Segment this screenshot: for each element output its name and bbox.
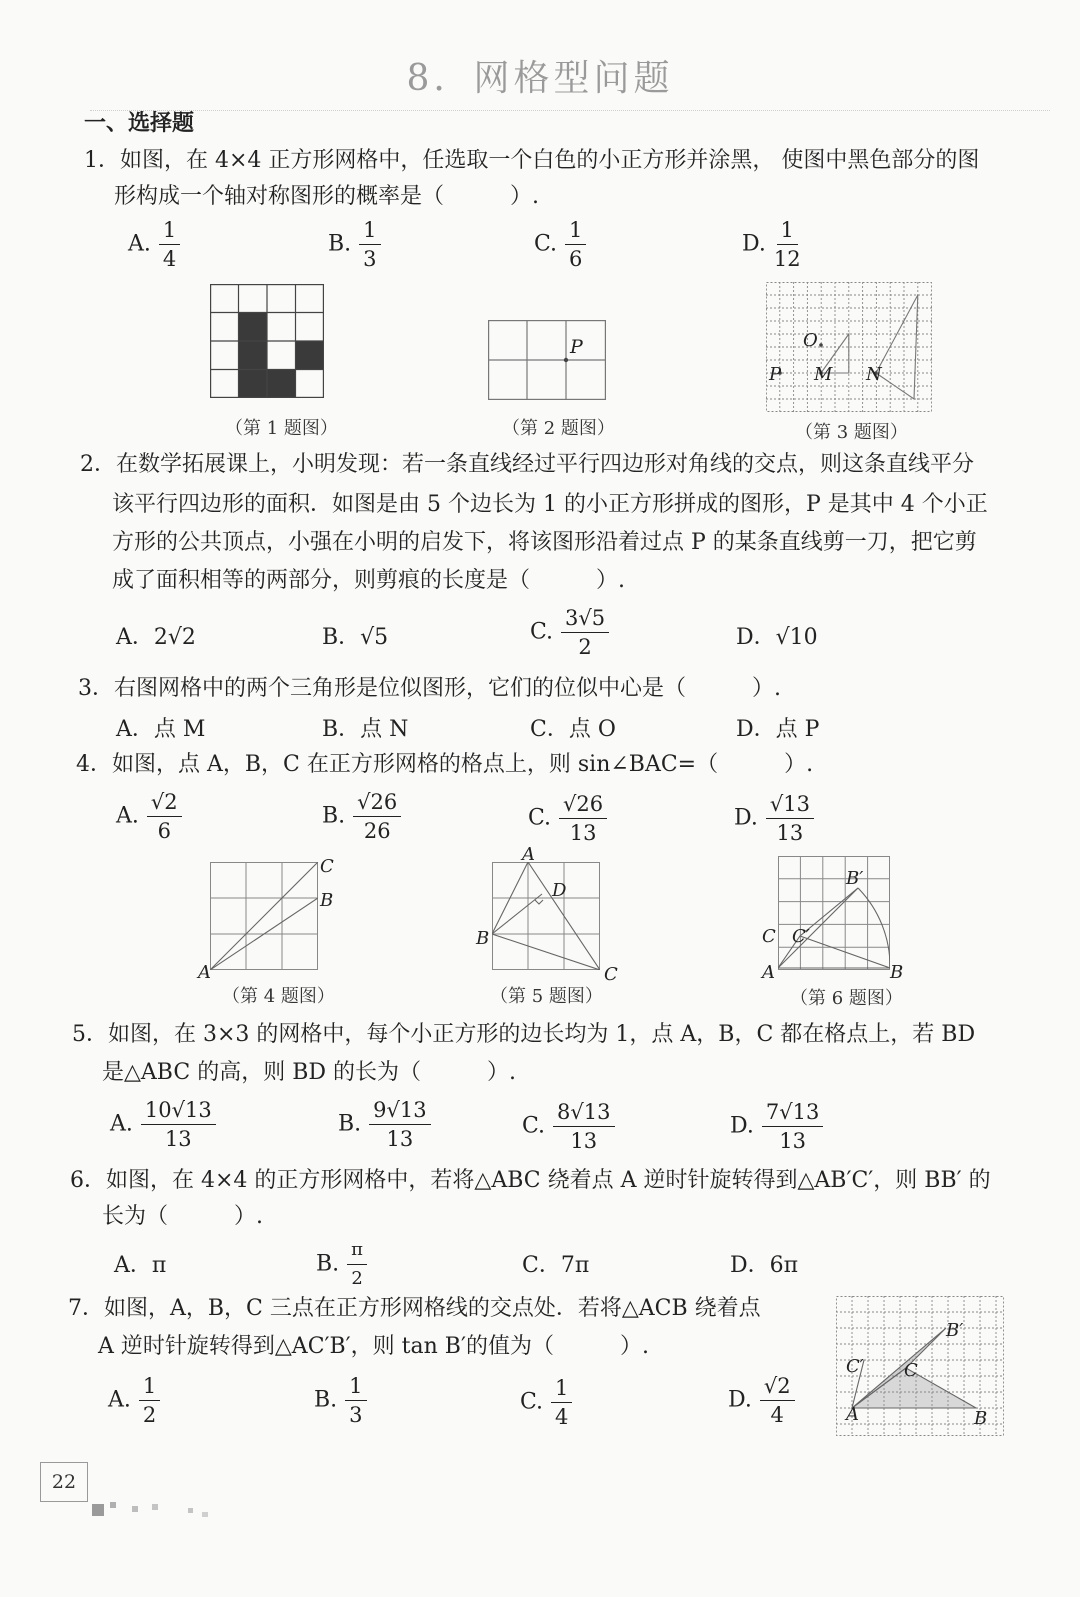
figure-1-caption: （第 1 题图）: [225, 418, 338, 439]
figure-5-label-d: D: [552, 880, 567, 901]
q3-line1: 3．右图网格中的两个三角形是位似图形，它们的位似中心是（ ）.: [78, 676, 781, 701]
q1-option-d[interactable]: D. $\frac{1}{12}$: [742, 218, 801, 271]
footer-decoration: [92, 1500, 232, 1520]
q6-option-c[interactable]: C．7π: [522, 1253, 590, 1278]
figure-7-label-c1: C′: [846, 1356, 864, 1377]
q3-option-a[interactable]: A．点 M: [116, 717, 206, 742]
figure-5-label-a: A: [522, 844, 535, 865]
q3-option-b[interactable]: B．点 N: [322, 717, 409, 742]
q2-line2: 该平行四边形的面积．如图是由 5 个边长为 1 的小正方形拼成的图形，P 是其中 4 个小正: [112, 492, 988, 517]
figure-7-label-c: C: [904, 1360, 918, 1381]
figure-6-label-c: C: [762, 926, 776, 947]
figure-3-label-p: P: [769, 364, 782, 385]
q1-option-a[interactable]: A. $\frac{1}{4}$: [128, 218, 180, 271]
figure-7-label-b1: B′: [946, 1320, 964, 1341]
q1-line1: 1．如图，在 4×4 正方形网格中，任选取一个白色的小正方形并涂黑， 使图中黑色部分的图: [84, 148, 980, 173]
figure-3-caption: （第 3 题图）: [795, 422, 908, 443]
q7-option-d[interactable]: D. $\frac{√2}{4}$: [728, 1374, 795, 1427]
figure-5-label-c: C: [604, 964, 618, 985]
figure-7-label-a: A: [846, 1404, 859, 1425]
q3-option-c[interactable]: C．点 O: [530, 717, 616, 742]
figure-4-label-c: C: [320, 856, 334, 877]
figure-4: [210, 862, 318, 970]
page-number: 22: [40, 1462, 88, 1502]
page-title: 8．网格型问题: [406, 58, 674, 99]
q6-option-b[interactable]: B. $\frac{\pi}{2}$: [316, 1238, 367, 1291]
q5-line1: 5．如图，在 3×3 的网格中，每个小正方形的边长均为 1，点 A，B，C 都在格点上，若 BD: [72, 1022, 976, 1047]
q1-line2: 形构成一个轴对称图形的概率是（ ）.: [114, 184, 539, 209]
q2-line4: 成了面积相等的两部分，则剪痕的长度是（ ）.: [112, 568, 625, 593]
q4-line1: 4．如图，点 A，B，C 在正方形网格的格点上，则 sin∠BAC=（ ）.: [76, 752, 814, 777]
figure-7-label-b: B: [974, 1408, 988, 1429]
q5-option-d[interactable]: D. $\frac{7√13}{13}$: [730, 1100, 823, 1153]
q2-option-a[interactable]: A．2√2: [116, 625, 196, 650]
q1-option-b[interactable]: B. $\frac{1}{3}$: [328, 218, 381, 271]
q4-option-b[interactable]: B. $\frac{√26}{26}$: [322, 790, 401, 843]
q7-line1: 7．如图，A，B，C 三点在正方形网格线的交点处．若将△ACB 绕着点: [68, 1296, 761, 1321]
figure-5-label-b: B: [476, 928, 490, 949]
figure-6-caption: （第 6 题图）: [790, 988, 903, 1009]
figure-4-caption: （第 4 题图）: [222, 986, 335, 1007]
q2-option-d[interactable]: D．√10: [736, 625, 818, 650]
q5-line2: 是△ABC 的高，则 BD 的长为（ ）.: [102, 1060, 516, 1085]
figure-4-label-b: B: [320, 890, 334, 911]
q1-option-c[interactable]: C. $\frac{1}{6}$: [534, 218, 586, 271]
figure-3-label-n: N: [866, 364, 882, 385]
section-heading: 一、选择题: [84, 111, 195, 136]
figure-6: [778, 856, 890, 970]
figure-6-label-a: A: [762, 962, 775, 983]
q7-option-c[interactable]: C. $\frac{1}{4}$: [520, 1376, 572, 1429]
q6-option-d[interactable]: D．6π: [730, 1253, 799, 1278]
figure-3: [766, 282, 932, 412]
q5-option-b[interactable]: B. $\frac{9√13}{13}$: [338, 1098, 431, 1151]
figure-2: [488, 320, 606, 400]
figure-6-label-b: B: [890, 962, 904, 983]
q2-option-b[interactable]: B．√5: [322, 625, 389, 650]
figure-2-label-p: P: [570, 336, 583, 358]
figure-3-label-o: O: [803, 330, 818, 351]
figure-6-label-b1: B′: [846, 868, 864, 889]
q6-option-a[interactable]: A．π: [114, 1253, 167, 1278]
q6-line2: 长为（ ）.: [102, 1204, 263, 1229]
q5-option-c[interactable]: C. $\frac{8√13}{13}$: [522, 1100, 615, 1153]
q7-line2: A 逆时针旋转得到△AC′B′，则 tan B′的值为（ ）.: [98, 1334, 649, 1359]
figure-6-label-c1: C′: [792, 926, 810, 947]
figure-4-label-a: A: [198, 962, 211, 983]
figure-3-label-m: M: [814, 364, 833, 385]
q3-option-d[interactable]: D．点 P: [736, 717, 820, 742]
q4-option-d[interactable]: D. $\frac{√13}{13}$: [734, 792, 814, 845]
q6-line1: 6．如图，在 4×4 的正方形网格中，若将△ABC 绕着点 A 逆时针旋转得到△AB′C′，则 BB′ 的: [70, 1168, 991, 1193]
q4-option-c[interactable]: C. $\frac{√26}{13}$: [528, 792, 607, 845]
figure-5-caption: （第 5 题图）: [490, 986, 603, 1007]
figure-5: [492, 862, 600, 970]
title-divider: [90, 110, 1050, 111]
figure-1: [210, 284, 324, 398]
q4-option-a[interactable]: A. $\frac{√2}{6}$: [116, 790, 182, 843]
q2-option-c[interactable]: C. $\frac{3√5}{2}$: [530, 606, 609, 659]
q5-option-a[interactable]: A. $\frac{10√13}{13}$: [110, 1098, 216, 1151]
q2-line3: 方形的公共顶点，小强在小明的启发下，将该图形沿着过点 P 的某条直线剪一刀，把它剪: [112, 530, 977, 555]
figure-2-caption: （第 2 题图）: [502, 418, 615, 439]
q7-option-b[interactable]: B. $\frac{1}{3}$: [314, 1374, 367, 1427]
q7-option-a[interactable]: A. $\frac{1}{2}$: [108, 1374, 160, 1427]
q2-line1: 2．在数学拓展课上，小明发现：若一条直线经过平行四边形对角线的交点，则这条直线平分: [80, 452, 975, 477]
